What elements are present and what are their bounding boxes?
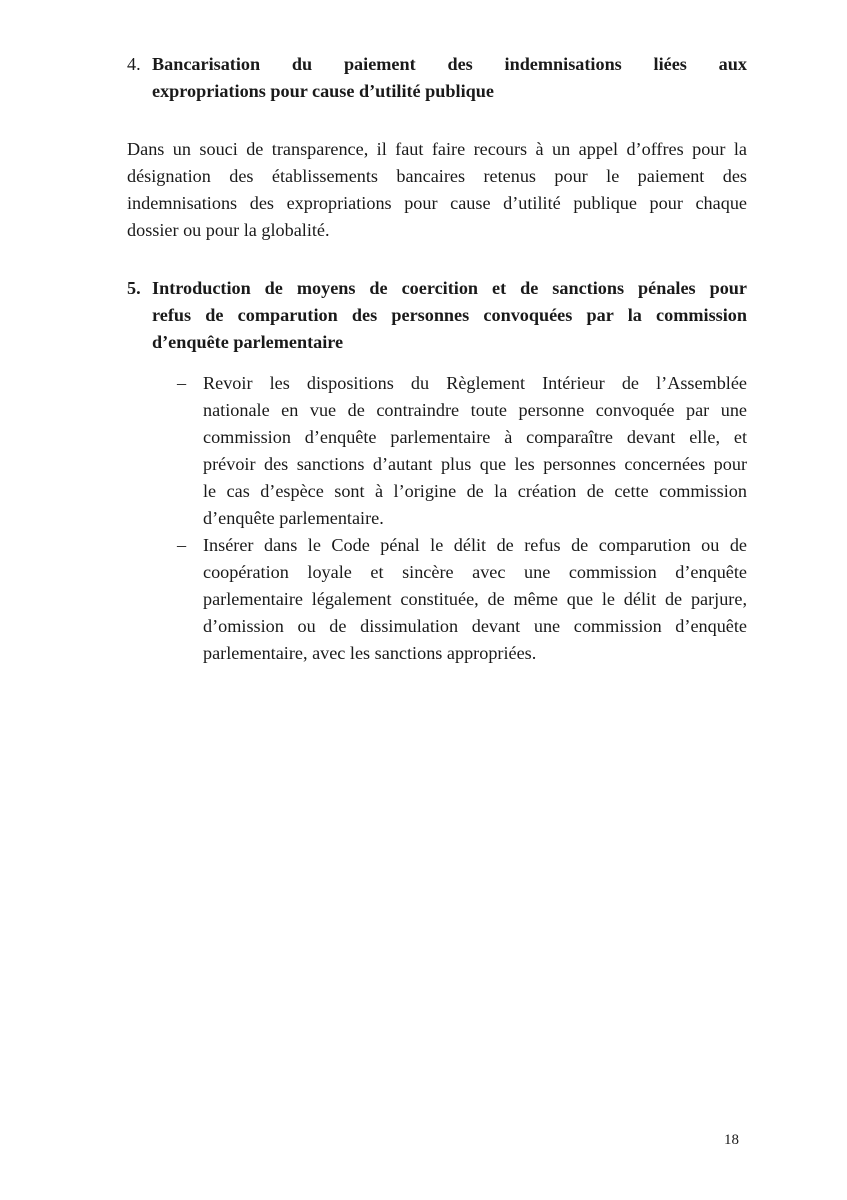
bullet-line: Revoir les dispositions du Règlement Intérieur de l’Assemblée xyxy=(203,373,747,393)
bullet-line: Insérer dans le Code pénal le délit de refus de comparution ou de xyxy=(203,535,747,555)
dash-bullet-icon: – xyxy=(177,373,187,393)
section-5-heading-line: d’enquête parlementaire xyxy=(152,332,344,352)
section-5-number: 5. xyxy=(127,278,141,298)
section-4-heading-line: Bancarisation du paiement des indemnisations liées aux xyxy=(152,54,747,74)
section-4-number: 4. xyxy=(127,54,141,74)
section-5-heading-line: Introduction de moyens de coercition et de sanctions pénales pour xyxy=(152,278,747,298)
bullet-line: prévoir des sanctions d’autant plus que les personnes concernées pour xyxy=(203,454,747,474)
bullet-line: le cas d’espèce sont à l’origine de la création de cette commission xyxy=(203,481,747,501)
bullet-line: parlementaire, avec les sanctions appropriées. xyxy=(203,643,537,663)
bullet-line: coopération loyale et sincère avec une commission d’enquête xyxy=(203,562,747,582)
section-4-heading-line: expropriations pour cause d’utilité publique xyxy=(152,81,494,101)
section-5-heading-line: refus de comparution des personnes convoquées par la commission xyxy=(152,305,747,325)
paragraph-line: indemnisations des expropriations pour cause d’utilité publique pour chaque xyxy=(127,193,747,213)
bullet-line: nationale en vue de contraindre toute personne convoquée par une xyxy=(203,400,747,420)
bullet-line: d’omission ou de dissimulation devant une commission d’enquête xyxy=(203,616,747,636)
page-number: 18 xyxy=(724,1132,739,1148)
paragraph-line: désignation des établissements bancaires retenus pour le paiement des xyxy=(127,166,747,186)
dash-bullet-icon: – xyxy=(177,535,187,555)
paragraph-line: Dans un souci de transparence, il faut faire recours à un appel d’offres pour la xyxy=(127,139,747,159)
paragraph-line: dossier ou pour la globalité. xyxy=(127,220,330,240)
bullet-line: d’enquête parlementaire. xyxy=(203,508,384,528)
bullet-line: parlementaire légalement constituée, de même que le délit de parjure, xyxy=(203,589,747,609)
bullet-line: commission d’enquête parlementaire à comparaître devant elle, et xyxy=(203,427,747,447)
